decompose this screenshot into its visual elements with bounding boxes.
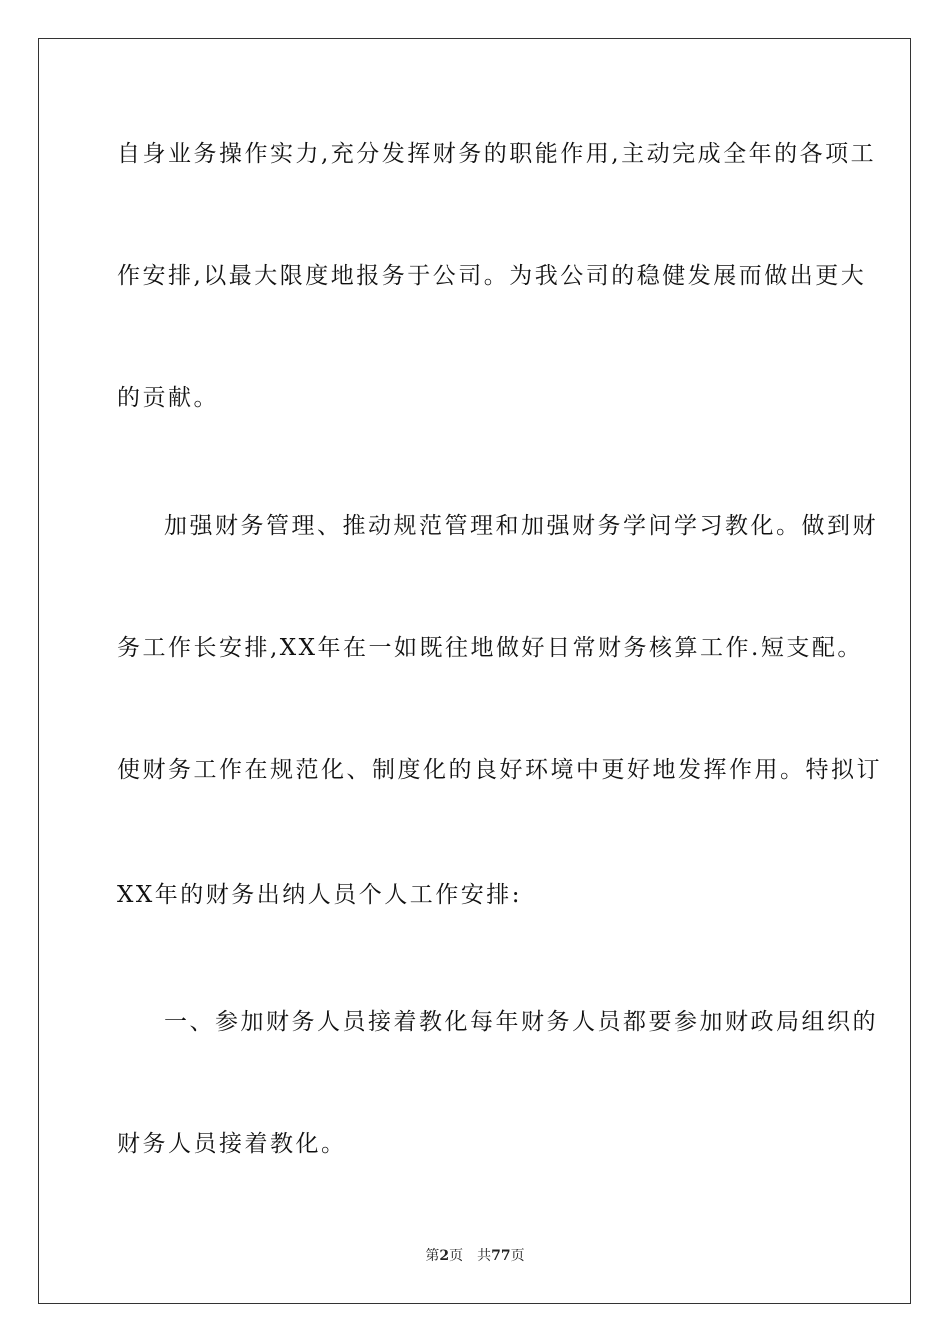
paragraph-2-line-1: 加强财务管理、推动规范管理和加强财务学问学习教化。做到财 [164, 513, 878, 539]
footer-page-prefix: 第 [425, 1248, 440, 1264]
page-footer [0, 1247, 950, 1265]
paragraph-2-line-3: 使财务工作在规范化、制度化的良好环境中更好地发挥作用。特拟订 [117, 757, 882, 783]
section-1-line-1: 一、参加财务人员接着教化每年财务人员都要参加财政局组织的 [164, 1009, 878, 1035]
body-line-3: 的贡献。 [117, 385, 219, 411]
footer-total-prefix: 共 [477, 1248, 492, 1264]
body-line-1: 自身业务操作实力,充分发挥财务的职能作用,主动完成全年的各项工 [117, 141, 877, 167]
footer-page-suffix: 页 [449, 1248, 464, 1264]
page-border [38, 38, 911, 1304]
paragraph-2-line-2: 务工作长安排,XX年在一如既往地做好日常财务核算工作.短支配。 [117, 635, 863, 661]
footer-total-suffix: 页 [510, 1248, 525, 1264]
footer-page-number: 2 [439, 1248, 450, 1264]
paragraph-2-line-4: XX年的财务出纳人员个人工作安排: [117, 882, 522, 908]
body-line-2: 作安排,以最大限度地报务于公司。为我公司的稳健发展而做出更大 [117, 263, 867, 289]
footer-total-pages: 77 [491, 1248, 511, 1264]
section-1-line-2: 财务人员接着教化。 [117, 1131, 347, 1157]
